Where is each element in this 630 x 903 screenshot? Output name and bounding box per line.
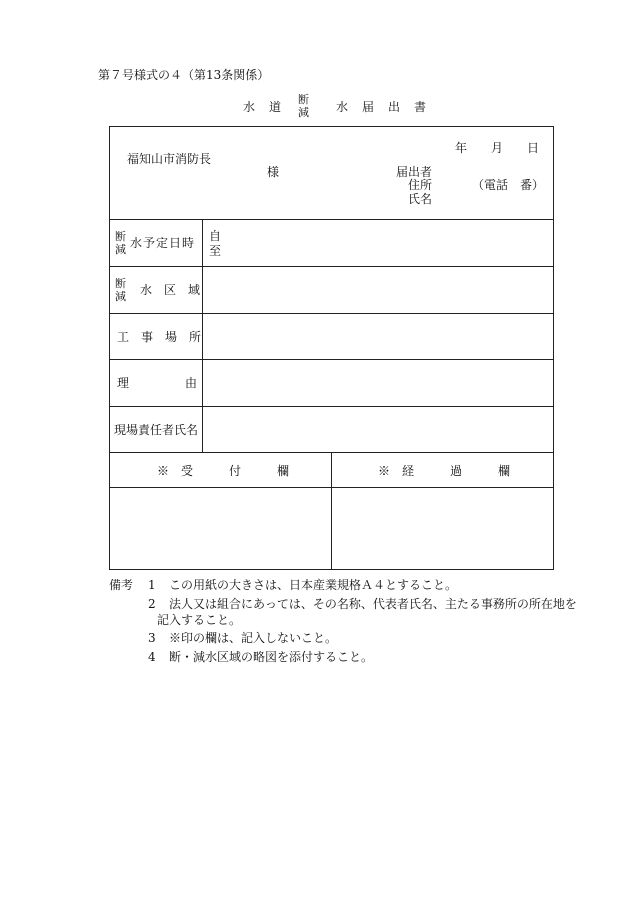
row-divider	[109, 266, 554, 267]
progress-box	[333, 489, 552, 568]
schedule-stack-top: 断	[115, 230, 126, 243]
reason-label-right: 由	[185, 376, 198, 390]
schedule-label: 水予定日時	[130, 236, 196, 250]
row-divider	[109, 219, 554, 220]
note-text: この用紙の大きさは、日本産業規格Ａ４とすること。	[169, 578, 458, 592]
area-stack	[115, 277, 126, 303]
title-stack	[298, 93, 309, 119]
notes-heading: 備考	[109, 578, 134, 592]
form-id: 第７号様式の４（第13条関係）	[98, 68, 270, 82]
note-num: 2	[148, 597, 156, 611]
date-field[interactable]: 年 月 日	[455, 141, 540, 155]
name-label: 氏名	[408, 192, 433, 206]
row-divider	[109, 313, 554, 314]
title-stack-bottom: 減	[298, 106, 309, 119]
schedule-stack-bottom: 減	[115, 243, 126, 256]
title-stack-top: 断	[298, 93, 309, 106]
note-text: 法人又は組合にあっては、その名称、代表者氏名、主たる事務所の所在地を	[169, 597, 577, 611]
reception-column-divider	[331, 452, 332, 570]
schedule-from-label: 自	[209, 229, 222, 243]
manager-input[interactable]	[205, 409, 551, 450]
note-text: 断・減水区域の略図を添付すること。	[169, 650, 374, 664]
schedule-to-label: 至	[209, 244, 222, 258]
receipt-header: ※ 受 付 欄	[157, 464, 290, 478]
title-right: 水 届 出 書	[336, 100, 428, 114]
site-input[interactable]	[205, 316, 551, 357]
note-num: 4	[148, 650, 156, 664]
sama-label: 様	[267, 165, 280, 179]
note-num: 3	[148, 631, 156, 645]
applicant-label: 届出者	[396, 165, 433, 179]
row-divider	[109, 359, 554, 360]
reason-input[interactable]	[205, 362, 551, 404]
area-stack-top: 断	[115, 277, 126, 290]
manager-label: 現場責任者氏名	[114, 423, 199, 437]
address-label: 住所	[408, 178, 433, 192]
addressee: 福知山市消防長	[127, 152, 212, 166]
title-left: 水 道	[243, 100, 283, 114]
schedule-input[interactable]	[225, 222, 551, 264]
progress-header: ※ 経 過 欄	[378, 464, 511, 478]
reason-label-left: 理	[117, 376, 130, 390]
note-num: 1	[148, 578, 156, 592]
area-label: 水 区 域	[140, 283, 201, 297]
note-text-continued: 記入すること。	[157, 613, 242, 627]
applicant-input-area[interactable]	[440, 160, 548, 210]
label-column-divider	[202, 219, 203, 452]
phone-label: （電話 番）	[472, 178, 545, 192]
area-input[interactable]	[205, 269, 551, 311]
site-label: 工 事 場 所	[117, 330, 202, 344]
receipt-box	[111, 489, 329, 568]
schedule-stack	[115, 230, 126, 256]
note-text: ※印の欄は、記入しないこと。	[169, 631, 338, 645]
row-divider	[109, 406, 554, 407]
area-stack-bottom: 減	[115, 290, 126, 303]
